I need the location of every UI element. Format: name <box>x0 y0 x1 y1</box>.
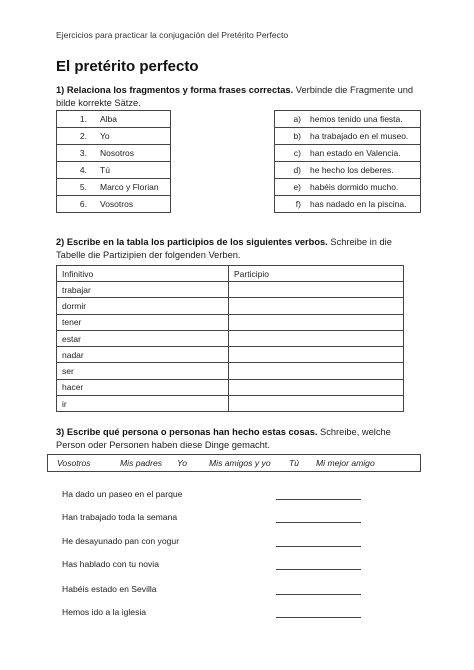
exercise1-instruction-de: Verbinde die Fragmente und bilde korrekte Sätze. <box>56 85 414 108</box>
exercise2-instruction-de: Schreibe in die Tabelle die Partizipien der folgenden Verben. <box>56 237 392 260</box>
left-row <box>57 196 171 213</box>
exercise1-instructions <box>56 84 420 110</box>
right-row <box>275 162 421 179</box>
left-number: 6. <box>57 196 94 213</box>
sentence-prompt: Han trabajado toda la semana <box>62 512 178 522</box>
left-number: 4. <box>57 162 94 179</box>
left-row <box>57 111 171 128</box>
participle-answer-cell[interactable] <box>229 298 404 314</box>
answer-line[interactable] <box>276 522 361 523</box>
person-option: Mi mejor amigo <box>316 458 375 468</box>
right-letter: a) <box>275 111 308 128</box>
person-option: Mis amigos y yo <box>209 458 271 468</box>
sentence-prompt: He desayunado pan con yogur <box>62 536 180 546</box>
left-fragment: Vosotros <box>93 196 171 213</box>
answer-line[interactable] <box>276 499 361 500</box>
right-row <box>275 128 421 145</box>
right-fragment: habéis dormido mucho. <box>307 179 421 196</box>
right-row <box>275 111 421 128</box>
person-option: Mis padres <box>120 458 163 468</box>
right-letter: e) <box>275 179 308 196</box>
sentence-prompt: Ha dado un paseo en el parque <box>62 489 183 499</box>
person-option: Tú <box>289 458 300 468</box>
verb-infinitive: trabajar <box>57 282 229 298</box>
participle-answer-cell[interactable] <box>229 330 404 346</box>
right-row <box>275 179 421 196</box>
verb-infinitive: dormir <box>57 298 229 314</box>
verb-infinitive: ir <box>57 396 229 412</box>
answer-line[interactable] <box>276 546 361 547</box>
exercise2-instructions <box>56 236 420 262</box>
fragments-right-table <box>274 110 421 213</box>
left-fragment: Tú <box>93 162 171 179</box>
left-row <box>57 145 171 162</box>
participle-answer-cell[interactable] <box>229 282 404 298</box>
left-fragment: Nosotros <box>93 145 171 162</box>
table-row <box>57 363 404 379</box>
person-option: Vosotros <box>57 458 91 468</box>
exercise3-instructions <box>56 426 420 452</box>
verb-infinitive: hacer <box>57 379 229 395</box>
page-title: El pretérito perfecto <box>56 58 199 75</box>
table-row <box>57 330 404 346</box>
answer-line[interactable] <box>276 594 361 595</box>
right-letter: d) <box>275 162 308 179</box>
table-row <box>57 298 404 314</box>
sentence-prompt: Habéis estado en Sevilla <box>62 584 157 594</box>
verb-infinitive: nadar <box>57 347 229 363</box>
right-fragment: he hecho los deberes. <box>307 162 421 179</box>
left-number: 1. <box>57 111 94 128</box>
verb-infinitive: tener <box>57 314 229 330</box>
sentence-prompt: Has hablado con tu novia <box>62 559 159 569</box>
participle-answer-cell[interactable] <box>229 347 404 363</box>
left-number: 5. <box>57 179 94 196</box>
left-row <box>57 128 171 145</box>
header-note: Ejercicios para practicar la conjugación del Pretérito Perfecto <box>56 30 289 40</box>
right-fragment: hemos tenido una fiesta. <box>307 111 421 128</box>
right-row <box>275 196 421 213</box>
exercise1-instruction-es: 1) Relaciona los fragmentos y forma frases correctas. <box>56 85 294 95</box>
table-row <box>57 347 404 363</box>
left-row <box>57 162 171 179</box>
table-header-row <box>57 266 404 282</box>
left-row <box>57 179 171 196</box>
right-fragment: ha trabajado en el museo. <box>307 128 421 145</box>
verb-infinitive: ser <box>57 363 229 379</box>
answer-line[interactable] <box>276 617 361 618</box>
left-fragment: Alba <box>93 111 171 128</box>
header-infinitivo: Infinitivo <box>57 266 229 282</box>
left-fragment: Yo <box>93 128 171 145</box>
fragments-left-table <box>56 110 171 213</box>
participle-answer-cell[interactable] <box>229 396 404 412</box>
right-letter: f) <box>275 196 308 213</box>
participle-answer-cell[interactable] <box>229 314 404 330</box>
exercise3-instruction-es: 3) Escribe qué persona o personas han hecho estas cosas. <box>56 427 318 437</box>
exercise3-instruction-de: Schreibe, welche Person oder Personen haben diese Dinge gemacht. <box>56 427 391 450</box>
participles-table <box>56 265 404 412</box>
sentence-prompt: Hemos ido a la iglesia <box>62 607 147 617</box>
participle-answer-cell[interactable] <box>229 379 404 395</box>
left-number: 2. <box>57 128 94 145</box>
left-fragment: Marco y Florian <box>93 179 171 196</box>
left-number: 3. <box>57 145 94 162</box>
header-participio: Participio <box>229 266 404 282</box>
verb-infinitive: estar <box>57 330 229 346</box>
participle-answer-cell[interactable] <box>229 363 404 379</box>
right-fragment: has nadado en la piscina. <box>307 196 421 213</box>
right-letter: b) <box>275 128 308 145</box>
person-option: Yo <box>177 458 188 468</box>
persons-word-bank <box>47 454 421 472</box>
table-row <box>57 314 404 330</box>
table-row <box>57 396 404 412</box>
exercise2-instruction-es: 2) Escribe en la tabla los participios de los siguientes verbos. <box>56 237 328 247</box>
right-fragment: han estado en Valencia. <box>307 145 421 162</box>
table-row <box>57 282 404 298</box>
table-row <box>57 379 404 395</box>
answer-line[interactable] <box>276 569 361 570</box>
right-row <box>275 145 421 162</box>
right-letter: c) <box>275 145 308 162</box>
